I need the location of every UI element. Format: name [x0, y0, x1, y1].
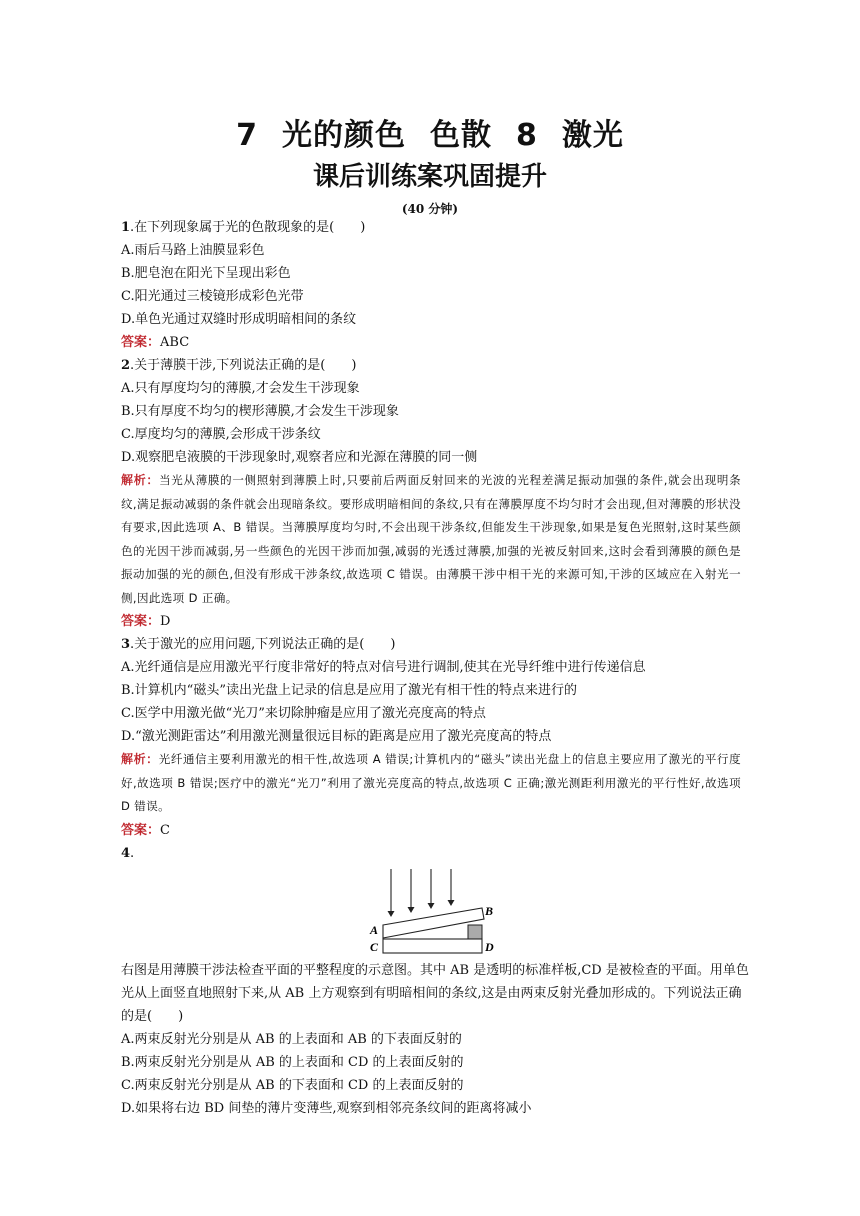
ray-arrow-4 [448, 900, 455, 906]
label-d: D [485, 939, 494, 954]
question-stem [121, 633, 741, 656]
question-stem [121, 354, 741, 377]
option-b: B.计算机内“磁头”读出光盘上记录的信息是应用了激光有相干性的特点来进行的 [121, 683, 577, 698]
answer [121, 610, 741, 633]
option-b: B.两束反射光分别是从 AB 的上表面和 CD 的上表面反射的 [121, 1054, 464, 1070]
analysis-label: 解析： [121, 752, 159, 766]
ray-arrow-1 [388, 911, 395, 917]
page-subtitle: 课后训练案巩固提升 [312, 162, 547, 192]
question-3 [121, 633, 741, 842]
answer-label: 答案： [121, 335, 161, 350]
question-list [121, 216, 749, 1120]
option-c: C.医学中用激光做“光刀”来切除肿瘤是应用了激光亮度高的特点 [121, 706, 486, 721]
question-text: .关于激光的应用问题,下列说法正确的是( ) [130, 637, 396, 652]
title-section-number: 7 [236, 118, 258, 153]
title-text-3: 激光 [561, 118, 624, 153]
question-text: .关于薄膜干涉,下列说法正确的是( ) [130, 358, 357, 373]
thin-film-interference-diagram [368, 867, 498, 959]
analysis-label: 解析： [121, 473, 160, 487]
question-dot: . [130, 845, 135, 861]
question-text-line-3: 的是( ) [121, 1008, 184, 1024]
option-a: A.两束反射光分别是从 AB 的上表面和 AB 的下表面反射的 [121, 1031, 462, 1047]
label-a: A [370, 922, 379, 937]
option-a: A.只有厚度均匀的薄膜,才会发生干涉现象 [121, 381, 360, 396]
page-title [0, 110, 860, 154]
analysis [121, 748, 741, 819]
option-d: D.观察肥皂液膜的干涉现象时,观察者应和光源在薄膜的同一侧 [121, 450, 478, 465]
label-c: C [370, 939, 379, 954]
analysis-text: 光纤通信主要利用激光的相干性,故选项 A 错误;计算机内的“磁头”读出光盘上的信息主要应用了激光的平行度好,故选项 B 错误;医疗中的激光“光刀”利用了激光亮度高的特点,故选项 C 正确;激光测距利用激光的平行性好,故选项 D 错误。 [121, 752, 741, 813]
answer-value: ABC [160, 335, 190, 350]
answer [121, 819, 741, 842]
question-stem [121, 216, 741, 239]
option-d: D.单色光通过双缝时形成明暗相间的条纹 [121, 312, 357, 327]
ray-arrow-3 [428, 903, 435, 909]
option-c: C.阳光通过三棱镜形成彩色光带 [121, 289, 304, 304]
answer-label: 答案： [121, 614, 161, 629]
question-number: 4 [121, 845, 131, 861]
question-text-line-2: 光从上面竖直地照射下来,从 AB 上方观察到有明暗相间的条纹,这是由两束反射光叠加形成的。下列说法正确 [121, 985, 742, 1001]
question-text-line-1: 右图是用薄膜干涉法检查平面的平整程度的示意图。其中 AB 是透明的标准样板,CD 是被检查的平面。用单色 [121, 962, 749, 978]
analysis [121, 469, 741, 610]
title-text-2: 色散 [430, 118, 492, 153]
test-surface-cd [383, 939, 482, 953]
title-text-1: 光的颜色 [282, 118, 406, 153]
option-a: A.光纤通信是应用激光平行度非常好的特点对信号进行调制,使其在光导纤维中进行传递信息 [121, 660, 646, 675]
option-d: D.“激光测距雷达”利用激光测量很远目标的距离是应用了激光亮度高的特点 [121, 729, 552, 744]
option-a: A.雨后马路上油膜显彩色 [121, 243, 265, 258]
thin-shim [468, 925, 482, 939]
option-d: D.如果将右边 BD 间垫的薄片变薄些,观察到相邻亮条纹间的距离将减小 [121, 1100, 532, 1116]
analysis-text: 当光从薄膜的一侧照射到薄膜上时,只要前后两面反射回来的光波的光程差满足振动加强的条件,就会出现明条纹,满足振动减弱的条件就会出现暗条纹。要形成明暗相间的条纹,只有在薄膜厚度不均匀时才会出现,但对薄膜的形状没有要求,因此选项 A、B 错误。当薄膜厚度均匀时,不会出现干涉条纹,但能发生干涉现象,如果是复色光照射,这时某些颜色的光因干涉而减弱,另一些颜色的光因干涉而加强,减弱的光透过薄膜,加强的光被反射回来,这时会看到薄膜的颜色是振动加强的光的颜色,但没有形成干涉条纹,故选项 C 错误。由薄膜干涉中相干光的来源可知,干涉的区域应在入射光一侧,因此选项 D 正确。 [121, 473, 741, 605]
ray-arrow-2 [408, 907, 415, 913]
answer [121, 331, 741, 354]
question-number: 3 [121, 637, 131, 652]
answer-label: 答案： [121, 822, 161, 838]
option-b: B.只有厚度不均匀的楔形薄膜,才会发生干涉现象 [121, 404, 399, 419]
question-stem [121, 842, 741, 865]
time-limit: (40 分钟) [401, 202, 459, 216]
question-number: 1 [121, 220, 131, 235]
question-2 [121, 354, 741, 633]
label-b: B [485, 903, 494, 918]
question-1 [121, 216, 741, 354]
title-section-number-2: 8 [516, 118, 538, 153]
option-c: C.两束反射光分别是从 AB 的下表面和 CD 的上表面反射的 [121, 1077, 464, 1093]
question-4 [121, 842, 749, 1120]
answer-value: D [160, 614, 171, 629]
question-text: .在下列现象属于光的色散现象的是( ) [130, 220, 366, 235]
option-c: C.厚度均匀的薄膜,会形成干涉条纹 [121, 427, 321, 442]
question-number: 2 [121, 358, 131, 373]
answer-value: C [160, 822, 170, 838]
option-b: B.肥皂泡在阳光下呈现出彩色 [121, 266, 291, 281]
